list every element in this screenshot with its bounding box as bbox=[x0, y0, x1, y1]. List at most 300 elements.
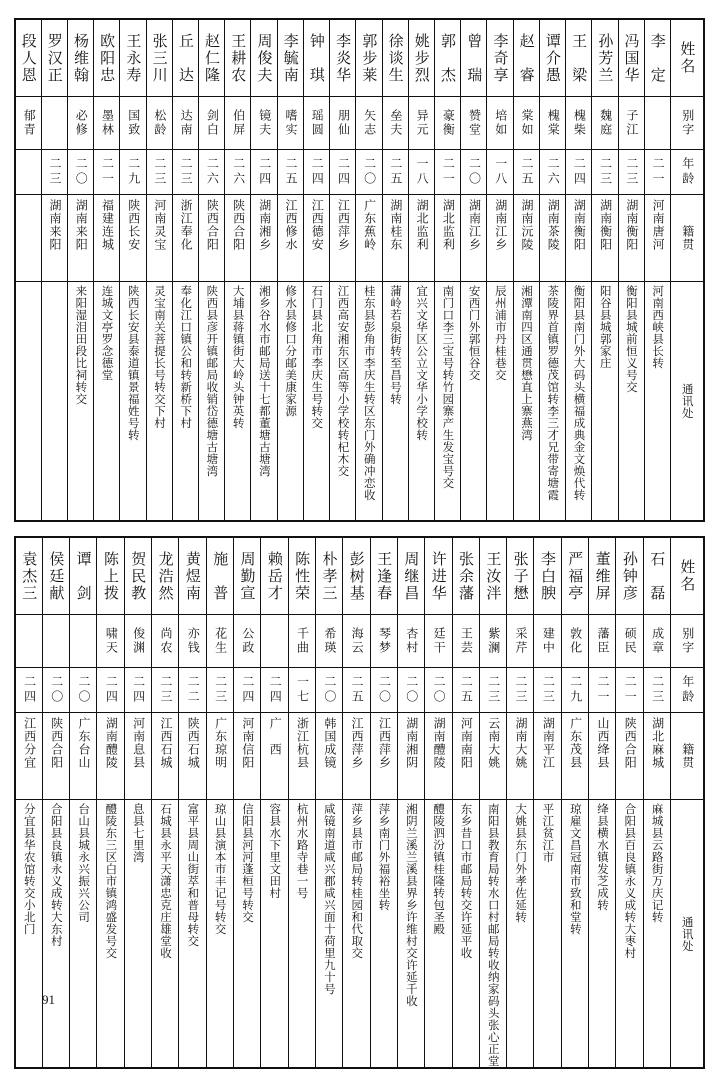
alias-text: 花生 bbox=[213, 627, 228, 655]
table-row-age bbox=[15, 150, 704, 195]
cell-native bbox=[261, 713, 288, 800]
cell-name bbox=[234, 537, 261, 615]
cell-alias bbox=[97, 615, 124, 668]
name-text: 张余藩 bbox=[457, 550, 476, 602]
cell-age bbox=[408, 150, 434, 195]
cell-address bbox=[435, 282, 461, 522]
cell-alias bbox=[277, 97, 303, 150]
address-text: 合阳县百良镇永义成转大枣村 bbox=[623, 803, 638, 959]
cell-alias bbox=[315, 615, 342, 668]
cell-address bbox=[67, 282, 93, 522]
cell-address bbox=[370, 800, 397, 1069]
alias-text: 俊渊 bbox=[131, 627, 146, 655]
alias-text: 豪衡 bbox=[441, 109, 456, 137]
cell-age bbox=[15, 668, 42, 713]
native-text: 陕西石城 bbox=[186, 717, 201, 769]
name-text: 朴孝三 bbox=[320, 550, 339, 602]
native-text: 浙江杭县 bbox=[295, 717, 310, 769]
cell-native bbox=[330, 195, 356, 282]
address-text: 湘乡谷水市邮局送十七都董塘古塘湾 bbox=[257, 285, 272, 477]
cell-native bbox=[343, 713, 370, 800]
cell-alias bbox=[566, 97, 592, 150]
name-text: 钟 琪 bbox=[307, 32, 326, 84]
native-text: 河南灵宝 bbox=[152, 199, 167, 251]
cell-address bbox=[643, 800, 670, 1069]
row-header-name bbox=[671, 19, 705, 97]
native-text: 湖南衡阳 bbox=[572, 199, 587, 251]
native-text: 陕西合阳 bbox=[205, 199, 220, 251]
cell-name bbox=[534, 537, 561, 615]
cell-age bbox=[199, 150, 225, 195]
cell-name bbox=[330, 19, 356, 97]
cell-native bbox=[172, 195, 198, 282]
age-text: 二九 bbox=[126, 157, 141, 187]
cell-address bbox=[225, 282, 251, 522]
cell-native bbox=[42, 713, 69, 800]
cell-alias bbox=[643, 615, 670, 668]
cell-native bbox=[41, 195, 67, 282]
address-text: 陕西县彦开镇邮局收销岱德塘古塘湾 bbox=[205, 285, 220, 477]
cell-age bbox=[487, 150, 513, 195]
table-row-native bbox=[15, 195, 704, 282]
cell-native bbox=[592, 195, 618, 282]
address-text: 衡阳县城前恒义号交 bbox=[624, 285, 639, 393]
cell-address bbox=[561, 800, 588, 1069]
cell-age bbox=[397, 668, 424, 713]
cell-alias bbox=[330, 97, 356, 150]
cell-name bbox=[251, 19, 277, 97]
cell-age bbox=[425, 668, 452, 713]
age-text: 二〇 bbox=[362, 157, 377, 187]
cell-alias bbox=[513, 97, 539, 150]
cell-native bbox=[146, 195, 172, 282]
table-row-address bbox=[15, 282, 704, 522]
row-header-age bbox=[671, 150, 705, 195]
alias-text: 敦化 bbox=[568, 627, 583, 655]
cell-address bbox=[425, 800, 452, 1069]
cell-age bbox=[146, 150, 172, 195]
cell-name bbox=[618, 19, 644, 97]
name-text: 许进华 bbox=[429, 550, 448, 602]
alias-text: 千曲 bbox=[295, 627, 310, 655]
row-header-alias bbox=[671, 97, 705, 150]
cell-name bbox=[199, 19, 225, 97]
cell-address bbox=[461, 282, 487, 522]
cell-name bbox=[408, 19, 434, 97]
cell-native bbox=[152, 713, 179, 800]
cell-native bbox=[461, 195, 487, 282]
cell-age bbox=[42, 668, 69, 713]
name-text: 侯廷献 bbox=[47, 550, 66, 602]
alias-text: 槐棠 bbox=[546, 109, 561, 137]
cell-name bbox=[15, 19, 41, 97]
age-text: 二三 bbox=[158, 675, 173, 705]
cell-name bbox=[206, 537, 233, 615]
cell-name bbox=[67, 19, 93, 97]
name-text: 赖岳才 bbox=[265, 550, 284, 602]
cell-address bbox=[487, 282, 513, 522]
name-text: 李 定 bbox=[648, 32, 667, 84]
cell-address bbox=[124, 800, 151, 1069]
row-header-label: 别字 bbox=[680, 109, 695, 137]
cell-address bbox=[315, 800, 342, 1069]
alias-text: 尚农 bbox=[158, 627, 173, 655]
native-text: 浙江奉化 bbox=[179, 199, 194, 251]
alias-text: 赞堂 bbox=[467, 109, 482, 137]
alias-text: 矢志 bbox=[362, 109, 377, 137]
row-header-label: 姓名 bbox=[678, 559, 697, 593]
address-text: 信阳县河河蓬桓号转交 bbox=[240, 803, 255, 923]
alias-text: 必修 bbox=[74, 109, 89, 137]
cell-alias bbox=[539, 97, 565, 150]
cell-name bbox=[15, 537, 42, 615]
cell-name bbox=[425, 537, 452, 615]
alias-text: 瑶圆 bbox=[310, 109, 325, 137]
cell-address bbox=[616, 800, 643, 1069]
cell-native bbox=[425, 713, 452, 800]
alias-text: 国致 bbox=[126, 109, 141, 137]
address-text: 南门口李三宝号转竹园寨产生发宝号交 bbox=[441, 285, 456, 489]
native-text: 江西萍乡 bbox=[377, 717, 392, 769]
cell-alias bbox=[435, 97, 461, 150]
native-text: 湖北麻城 bbox=[650, 717, 665, 769]
cell-age bbox=[356, 150, 382, 195]
table-row-age bbox=[15, 668, 704, 713]
cell-alias bbox=[618, 97, 644, 150]
native-text: 江西石城 bbox=[158, 717, 173, 769]
address-text: 湘阴兰溪兰溪县界乡许维村交许延千收 bbox=[404, 803, 419, 1007]
alias-text: 建中 bbox=[541, 627, 556, 655]
alias-text: 王芸 bbox=[459, 627, 474, 655]
age-text: 二五 bbox=[350, 675, 365, 705]
age-text: 二四 bbox=[257, 157, 272, 187]
native-text: 河南唐河 bbox=[651, 199, 666, 251]
cell-age bbox=[225, 150, 251, 195]
cell-age bbox=[507, 668, 534, 713]
cell-address bbox=[42, 800, 69, 1069]
cell-alias bbox=[67, 97, 93, 150]
name-text: 董维屏 bbox=[593, 550, 612, 602]
cell-address bbox=[343, 800, 370, 1069]
cell-alias bbox=[172, 97, 198, 150]
address-text: 咸镜南道咸兴郡咸兴面十荷里九十号 bbox=[322, 803, 337, 995]
native-text: 陕西合阳 bbox=[231, 199, 246, 251]
cell-alias bbox=[408, 97, 434, 150]
age-text: 二四 bbox=[336, 157, 351, 187]
cell-native bbox=[643, 713, 670, 800]
row-header-label: 通讯处 bbox=[680, 915, 695, 952]
address-text: 江西高安湘东区高等小学校转杞木交 bbox=[336, 285, 351, 477]
address-text: 南阳县教育局转水口村邮局转收纳家码头张心正堂 bbox=[486, 803, 501, 1067]
cell-name bbox=[644, 19, 670, 97]
row-header-label: 姓名 bbox=[678, 41, 697, 75]
cell-alias bbox=[382, 97, 408, 150]
alias-text: 琴梦 bbox=[377, 627, 392, 655]
cell-age bbox=[644, 150, 670, 195]
age-text: 二三 bbox=[213, 675, 228, 705]
name-text: 周继昌 bbox=[402, 550, 421, 602]
name-text: 徐谈生 bbox=[386, 32, 405, 84]
native-text: 湖南衡阳 bbox=[624, 199, 639, 251]
alias-text: 朋仙 bbox=[336, 109, 351, 137]
cell-native bbox=[452, 713, 479, 800]
cell-age bbox=[206, 668, 233, 713]
cell-address bbox=[41, 282, 67, 522]
cell-native bbox=[370, 713, 397, 800]
cell-address bbox=[172, 282, 198, 522]
cell-name bbox=[487, 19, 513, 97]
cell-age bbox=[382, 150, 408, 195]
address-text: 来阳湿泪田段比祠转交 bbox=[74, 285, 89, 405]
cell-age bbox=[461, 150, 487, 195]
cell-native bbox=[487, 195, 513, 282]
native-text: 江西德安 bbox=[310, 199, 325, 251]
alias-text: 公政 bbox=[240, 627, 255, 655]
page-number: 91 bbox=[42, 992, 55, 1007]
cell-native bbox=[120, 195, 146, 282]
row-header-native bbox=[671, 713, 705, 800]
cell-address bbox=[97, 800, 124, 1069]
alias-text: 达南 bbox=[179, 109, 194, 137]
name-text: 施 普 bbox=[211, 550, 230, 602]
age-text: 二四 bbox=[268, 675, 283, 705]
cell-name bbox=[97, 537, 124, 615]
cell-age bbox=[330, 150, 356, 195]
cell-address bbox=[251, 282, 277, 522]
cell-address bbox=[15, 282, 41, 522]
native-text: 湖南来阳 bbox=[74, 199, 89, 251]
address-text: 奉化江口镇公和转新桥下村 bbox=[179, 285, 194, 429]
cell-alias bbox=[146, 97, 172, 150]
cell-address bbox=[397, 800, 424, 1069]
name-text: 黄煜南 bbox=[183, 550, 202, 602]
cell-address bbox=[15, 800, 42, 1069]
alias-text: 魏庭 bbox=[598, 109, 613, 137]
name-text: 龙浩然 bbox=[156, 550, 175, 602]
cell-native bbox=[67, 195, 93, 282]
cell-alias bbox=[199, 97, 225, 150]
native-text: 湖南湘阴 bbox=[404, 717, 419, 769]
cell-name bbox=[94, 19, 120, 97]
cell-alias bbox=[592, 97, 618, 150]
cell-age bbox=[539, 150, 565, 195]
name-text: 王逢春 bbox=[375, 550, 394, 602]
row-header-alias bbox=[671, 615, 705, 668]
address-text: 修水县修口分邮美康家源 bbox=[284, 285, 299, 417]
roster-table-bottom bbox=[14, 536, 705, 1069]
cell-address bbox=[277, 282, 303, 522]
age-text: 二三 bbox=[486, 675, 501, 705]
cell-address bbox=[303, 282, 329, 522]
alias-text: 郁青 bbox=[22, 109, 37, 137]
cell-name bbox=[41, 19, 67, 97]
name-text: 张三川 bbox=[150, 32, 169, 84]
cell-alias bbox=[15, 615, 42, 668]
row-header-name bbox=[671, 537, 705, 615]
alias-text: 亦钱 bbox=[186, 627, 201, 655]
age-text: 二四 bbox=[240, 675, 255, 705]
cell-age bbox=[172, 150, 198, 195]
name-text: 陈上拨 bbox=[101, 550, 120, 602]
cell-name bbox=[382, 19, 408, 97]
age-text: 二五 bbox=[284, 157, 299, 187]
alias-text: 采芹 bbox=[514, 627, 528, 655]
address-text: 容县水下里文田村 bbox=[268, 803, 283, 899]
cell-age bbox=[152, 668, 179, 713]
cell-alias bbox=[356, 97, 382, 150]
native-text: 湖南衡阳 bbox=[598, 199, 613, 251]
age-text: 二〇 bbox=[377, 675, 392, 705]
cell-alias bbox=[461, 97, 487, 150]
native-text: 湖南沅陵 bbox=[519, 199, 534, 251]
address-text: 陕西长安县泰道镇景福姓号转 bbox=[126, 285, 141, 441]
cell-name bbox=[315, 537, 342, 615]
age-text: 二四 bbox=[572, 157, 587, 187]
name-text: 杨维翰 bbox=[71, 32, 90, 84]
cell-native bbox=[408, 195, 434, 282]
native-text: 湖南来阳 bbox=[48, 199, 63, 251]
age-text: 二一 bbox=[651, 157, 666, 187]
cell-native bbox=[15, 195, 41, 282]
cell-native bbox=[124, 713, 151, 800]
cell-name bbox=[179, 537, 206, 615]
row-header-native bbox=[671, 195, 705, 282]
cell-age bbox=[589, 668, 616, 713]
address-text: 大埔县蒋镇街大岭头钟英转 bbox=[231, 285, 246, 429]
cell-native bbox=[644, 195, 670, 282]
cell-native bbox=[561, 713, 588, 800]
age-text: 二六 bbox=[546, 157, 561, 187]
alias-text: 紫澜 bbox=[486, 627, 501, 655]
cell-native bbox=[479, 713, 506, 800]
age-text: 一七 bbox=[295, 675, 310, 705]
cell-address bbox=[566, 282, 592, 522]
name-text: 王 梁 bbox=[570, 32, 589, 84]
cell-native bbox=[94, 195, 120, 282]
age-text: 二三 bbox=[48, 157, 63, 187]
cell-address bbox=[94, 282, 120, 522]
native-text: 广 西 bbox=[268, 717, 283, 756]
cell-name bbox=[124, 537, 151, 615]
age-text: 二三 bbox=[598, 157, 613, 187]
address-text: 灵宝南关菩提长号转交下村 bbox=[152, 285, 167, 429]
native-text: 广东台山 bbox=[77, 717, 91, 769]
cell-name bbox=[70, 537, 97, 615]
cell-address bbox=[534, 800, 561, 1069]
cell-age bbox=[179, 668, 206, 713]
cell-alias bbox=[251, 97, 277, 150]
native-text: 广东琼明 bbox=[213, 717, 228, 769]
cell-alias bbox=[589, 615, 616, 668]
cell-name bbox=[592, 19, 618, 97]
cell-age bbox=[479, 668, 506, 713]
row-header-label: 年龄 bbox=[680, 675, 695, 705]
table-row-alias bbox=[15, 97, 704, 150]
address-text: 平江贫江市 bbox=[541, 803, 556, 863]
cell-address bbox=[618, 282, 644, 522]
native-text: 湖南湘乡 bbox=[257, 199, 272, 251]
address-text: 安西门外郭恒谷交 bbox=[467, 285, 482, 381]
row-header-label: 通讯处 bbox=[680, 383, 695, 419]
name-text: 谭介愚 bbox=[543, 32, 562, 84]
address-text: 萍乡县市邮局转桂园和代取交 bbox=[350, 803, 365, 959]
alias-text: 槐柴 bbox=[572, 109, 587, 137]
cell-native bbox=[534, 713, 561, 800]
name-text: 丘 达 bbox=[176, 32, 195, 84]
cell-address bbox=[199, 282, 225, 522]
cell-alias bbox=[479, 615, 506, 668]
cell-age bbox=[435, 150, 461, 195]
native-text: 陕西长安 bbox=[126, 199, 141, 251]
cell-age bbox=[277, 150, 303, 195]
native-text: 广东蕉岭 bbox=[362, 199, 377, 251]
cell-name bbox=[589, 537, 616, 615]
cell-age bbox=[561, 668, 588, 713]
name-text: 周俊夫 bbox=[255, 32, 274, 84]
cell-age bbox=[41, 150, 67, 195]
alias-text: 培如 bbox=[493, 109, 508, 137]
age-text: 二〇 bbox=[467, 157, 482, 187]
native-text: 湖南醴陵 bbox=[432, 717, 447, 769]
cell-address bbox=[644, 282, 670, 522]
cell-native bbox=[288, 713, 315, 800]
cell-age bbox=[370, 668, 397, 713]
cell-native bbox=[589, 713, 616, 800]
cell-address bbox=[592, 282, 618, 522]
cell-address bbox=[288, 800, 315, 1069]
cell-native bbox=[277, 195, 303, 282]
cell-alias bbox=[124, 615, 151, 668]
native-text: 河南南阳 bbox=[459, 717, 474, 769]
name-text: 罗汉正 bbox=[45, 32, 64, 84]
native-text: 河南信阳 bbox=[240, 717, 255, 769]
cell-age bbox=[343, 668, 370, 713]
age-text: 二三 bbox=[650, 675, 665, 705]
age-text: 二三 bbox=[179, 157, 194, 187]
cell-address bbox=[479, 800, 506, 1069]
row-header-address bbox=[671, 282, 705, 522]
cell-alias bbox=[41, 97, 67, 150]
name-text: 赵仁隆 bbox=[203, 32, 222, 84]
name-text: 谭 剑 bbox=[74, 550, 93, 602]
cell-alias bbox=[94, 97, 120, 150]
age-text: 二三 bbox=[514, 675, 528, 705]
cell-address bbox=[70, 800, 97, 1069]
cell-address bbox=[146, 282, 172, 522]
row-header-age bbox=[671, 668, 705, 713]
cell-alias bbox=[487, 97, 513, 150]
cell-native bbox=[225, 195, 251, 282]
cell-age bbox=[120, 150, 146, 195]
cell-address bbox=[589, 800, 616, 1069]
native-text: 江西萍乡 bbox=[336, 199, 351, 251]
alias-text: 棠如 bbox=[519, 109, 534, 137]
native-text: 湖南江乡 bbox=[467, 199, 482, 251]
cell-name bbox=[461, 19, 487, 97]
alias-text: 希瑛 bbox=[322, 627, 337, 655]
alias-text: 剑白 bbox=[205, 109, 220, 137]
native-text: 湖北监利 bbox=[415, 199, 430, 251]
cell-address bbox=[382, 282, 408, 522]
address-text: 麻城县云路街万庆记转 bbox=[650, 803, 665, 923]
native-text: 湖北监利 bbox=[441, 199, 456, 251]
address-text: 衡阳县南门外大码头横福成典金文焕代转 bbox=[572, 285, 587, 501]
cell-native bbox=[616, 713, 643, 800]
name-text: 孙芳兰 bbox=[596, 32, 615, 84]
name-text: 贺民教 bbox=[129, 550, 148, 602]
age-text: 二〇 bbox=[49, 675, 64, 705]
cell-name bbox=[539, 19, 565, 97]
